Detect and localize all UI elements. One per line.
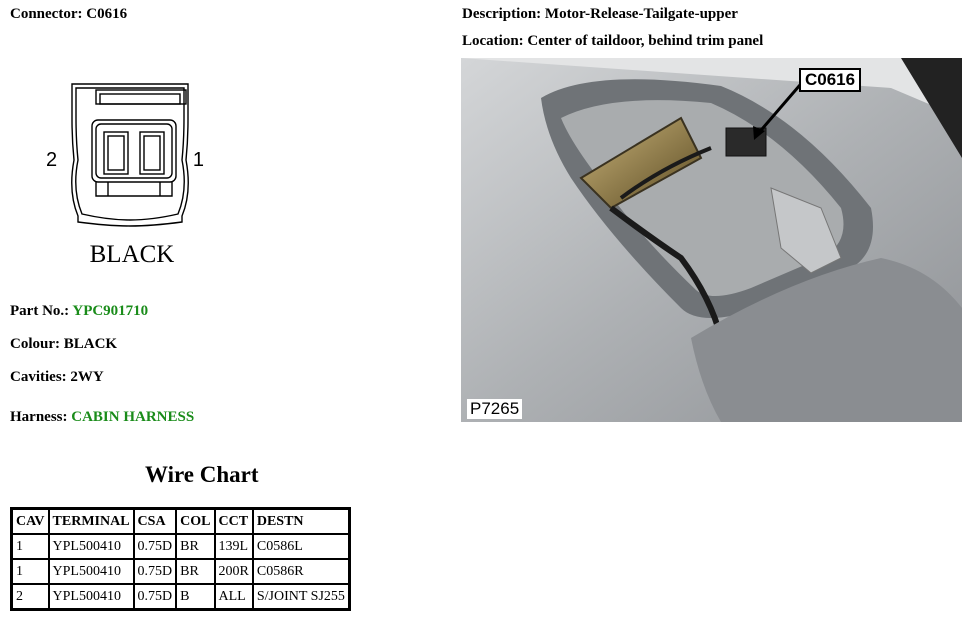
table-row bbox=[12, 559, 350, 584]
table-row bbox=[12, 584, 350, 610]
column-header: DESTN bbox=[253, 509, 350, 535]
description-value: Motor-Release-Tailgate-upper bbox=[544, 6, 738, 22]
location-line bbox=[462, 33, 763, 50]
table-cell: C0586R bbox=[253, 559, 350, 584]
column-header: COL bbox=[176, 509, 214, 535]
connector-face-diagram bbox=[38, 80, 208, 270]
cavities-value: 2WY bbox=[70, 369, 104, 385]
connector-label: Connector: bbox=[10, 6, 83, 22]
part-line bbox=[10, 303, 148, 320]
table-cell: YPL500410 bbox=[49, 584, 134, 610]
harness-line bbox=[10, 409, 194, 426]
column-header: TERMINAL bbox=[49, 509, 134, 535]
wire-chart-table bbox=[10, 507, 351, 611]
table-cell: B bbox=[176, 584, 214, 610]
table-cell: BR bbox=[176, 534, 214, 559]
column-header: CAV bbox=[12, 509, 49, 535]
connector-line bbox=[10, 6, 127, 23]
table-cell: 0.75D bbox=[134, 534, 177, 559]
diagram-color-label: BLACK bbox=[89, 241, 175, 268]
table-cell: 2 bbox=[12, 584, 49, 610]
table-cell: 139L bbox=[215, 534, 253, 559]
table-cell: 0.75D bbox=[134, 584, 177, 610]
table-cell: YPL500410 bbox=[49, 534, 134, 559]
connector-value: C0616 bbox=[86, 6, 128, 22]
column-header: CCT bbox=[215, 509, 253, 535]
table-cell: YPL500410 bbox=[49, 559, 134, 584]
table-cell: 200R bbox=[215, 559, 253, 584]
pin-2-label: 2 bbox=[46, 149, 58, 171]
description-label: Description: bbox=[462, 6, 542, 22]
part-number-link[interactable]: YPC901710 bbox=[72, 303, 149, 319]
table-cell: BR bbox=[176, 559, 214, 584]
table-cell: 1 bbox=[12, 559, 49, 584]
location-label: Location: bbox=[462, 33, 524, 49]
table-row bbox=[12, 534, 350, 559]
table-cell: ALL bbox=[215, 584, 253, 610]
photo-illustration bbox=[461, 58, 962, 422]
harness-label: Harness: bbox=[10, 409, 68, 425]
photo-callout-label: C0616 bbox=[799, 68, 861, 92]
colour-value: BLACK bbox=[63, 336, 118, 352]
harness-link[interactable]: CABIN HARNESS bbox=[71, 409, 195, 425]
table-cell: 1 bbox=[12, 534, 49, 559]
column-header: CSA bbox=[134, 509, 177, 535]
colour-label: Colour: bbox=[10, 336, 60, 352]
table-cell: 0.75D bbox=[134, 559, 177, 584]
cavities-label: Cavities: bbox=[10, 369, 67, 385]
pin-1-label: 1 bbox=[192, 149, 204, 171]
wire-chart-title: Wire Chart bbox=[145, 462, 259, 487]
table-cell: S/JOINT SJ255 bbox=[253, 584, 350, 610]
colour-line bbox=[10, 336, 117, 353]
location-value: Center of taildoor, behind trim panel bbox=[527, 33, 764, 49]
cavities-line bbox=[10, 369, 104, 386]
table-header-row bbox=[12, 509, 350, 535]
table-cell: C0586L bbox=[253, 534, 350, 559]
location-photo bbox=[461, 58, 962, 422]
part-label: Part No.: bbox=[10, 303, 70, 319]
photo-figure-id: P7265 bbox=[467, 399, 522, 419]
description-line bbox=[462, 6, 738, 23]
